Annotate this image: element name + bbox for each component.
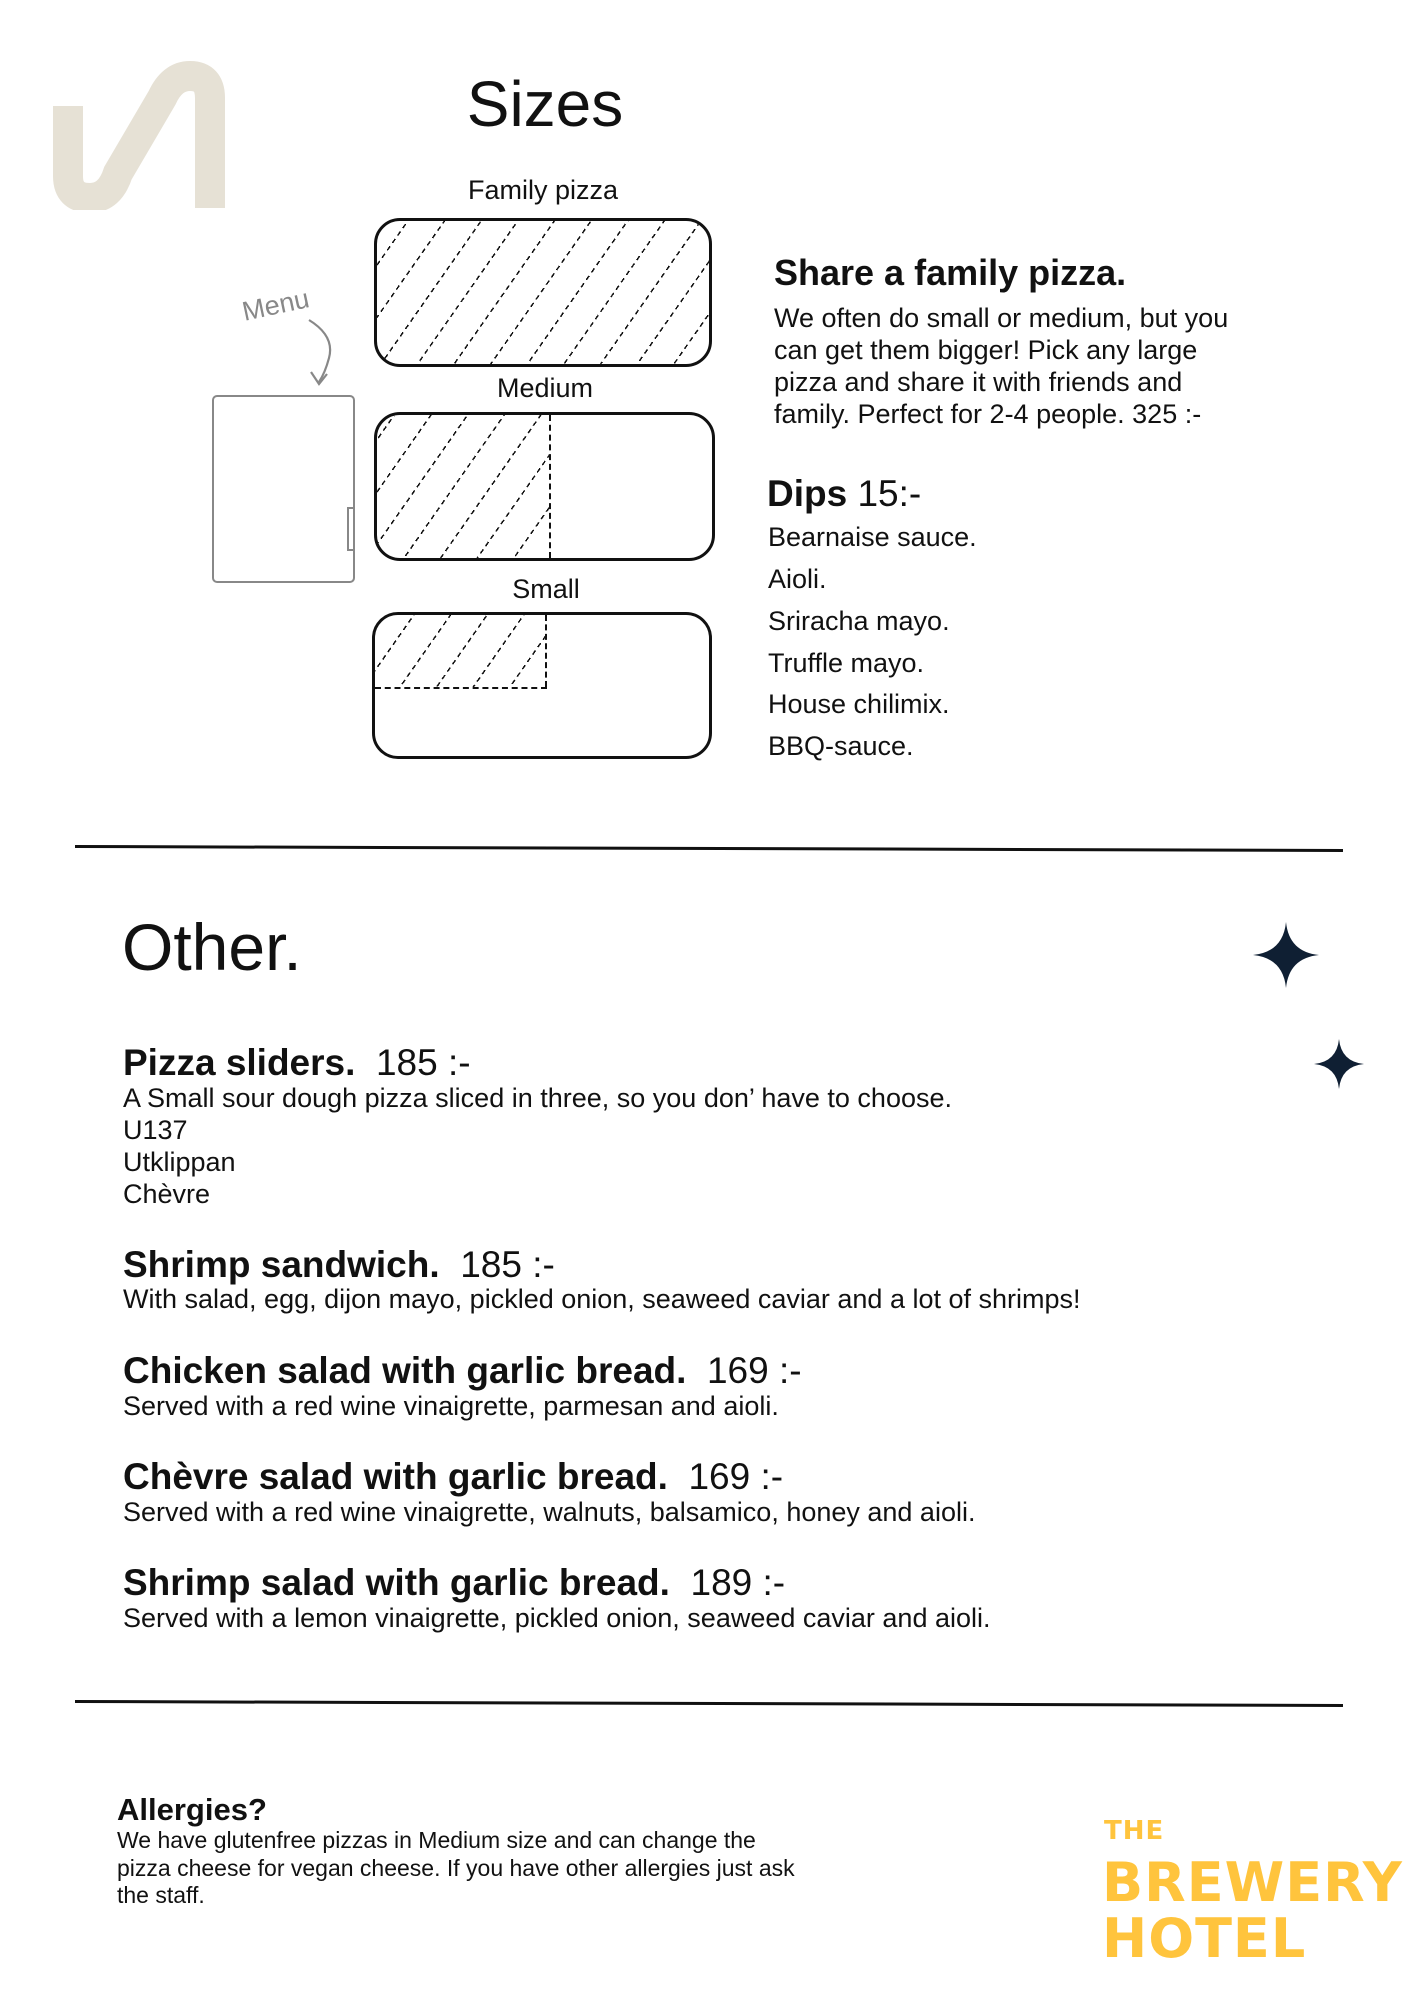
share-line: family. Perfect for 2-4 people. 325 :- xyxy=(774,399,1202,429)
item-price: 169 :- xyxy=(706,1350,802,1391)
share-line: pizza and share it with friends and xyxy=(774,367,1183,397)
dip-item: House chilimix. xyxy=(768,689,950,719)
item-name: Pizza sliders. xyxy=(123,1042,356,1083)
item-name: Chicken salad with garlic bread. xyxy=(123,1350,687,1391)
share-title: Share a family pizza. xyxy=(774,252,1127,293)
menu-item-title xyxy=(123,1044,471,1081)
item-desc: Served with a red wine vinaigrette, walnuts, balsamico, honey and aioli. xyxy=(123,1497,976,1527)
item-desc: U137 xyxy=(123,1115,188,1145)
small-pizza-label: Small xyxy=(512,574,580,604)
dips-heading xyxy=(767,475,921,512)
small-pizza-diagram xyxy=(372,612,712,759)
family-pizza-diagram xyxy=(374,218,712,367)
dip-item: Sriracha mayo. xyxy=(768,606,950,636)
item-desc: Utklippan xyxy=(123,1147,236,1177)
allergies-line: pizza cheese for vegan cheese. If you have other allergies just ask xyxy=(117,1855,795,1881)
arrow-icon xyxy=(305,318,345,388)
item-desc: With salad, egg, dijon mayo, pickled onion, seaweed caviar and a lot of shrimps! xyxy=(123,1284,1081,1314)
medium-pizza-label: Medium xyxy=(496,373,594,403)
dip-item: BBQ-sauce. xyxy=(768,731,914,761)
menu-card-icon xyxy=(212,395,355,583)
item-price: 185 :- xyxy=(460,1244,555,1285)
menu-item-title xyxy=(123,1246,555,1283)
star-icon xyxy=(1253,922,1319,988)
item-desc: Served with a red wine vinaigrette, parmesan and aioli. xyxy=(123,1391,779,1421)
allergies-line: the staff. xyxy=(117,1882,205,1908)
item-name: Shrimp salad with garlic bread. xyxy=(123,1562,670,1603)
other-title: Other. xyxy=(122,910,302,984)
dips-title: Dips xyxy=(767,473,848,514)
brand-logo-hotel: HOTEL xyxy=(1102,1907,1307,1970)
menu-item-title xyxy=(123,1352,802,1389)
family-pizza-label: Family pizza xyxy=(467,175,619,205)
item-price: 185 :- xyxy=(375,1042,471,1083)
item-desc: Chèvre xyxy=(123,1179,211,1209)
brand-logo-brewery: BREWERY xyxy=(1102,1851,1403,1914)
brand-logo-the: THE xyxy=(1104,1816,1165,1846)
dips-price: 15:- xyxy=(857,473,922,514)
allergies-title: Allergies? xyxy=(117,1792,267,1827)
logo-mark-icon xyxy=(50,58,240,210)
item-desc: Served with a lemon vinaigrette, pickled onion, seaweed caviar and aioli. xyxy=(123,1603,991,1633)
dip-item: Aioli. xyxy=(768,564,827,594)
star-icon xyxy=(1314,1039,1364,1089)
share-line: We often do small or medium, but you xyxy=(774,303,1229,333)
dip-item: Bearnaise sauce. xyxy=(768,522,977,552)
menu-item-title xyxy=(123,1458,783,1495)
share-line: can get them bigger! Pick any large xyxy=(774,335,1198,365)
sizes-title: Sizes xyxy=(466,68,624,140)
item-price: 189 :- xyxy=(690,1562,786,1603)
item-desc: A Small sour dough pizza sliced in three, so you don’ have to choose. xyxy=(123,1083,952,1113)
menu-note: Menu xyxy=(239,283,312,327)
divider xyxy=(75,845,1343,852)
medium-pizza-diagram xyxy=(374,412,715,561)
allergies-line: We have glutenfree pizzas in Medium size and can change the xyxy=(117,1827,756,1853)
dip-item: Truffle mayo. xyxy=(768,648,925,678)
item-price: 169 :- xyxy=(688,1456,784,1497)
divider xyxy=(75,1700,1343,1707)
item-name: Shrimp sandwich. xyxy=(123,1244,440,1285)
menu-item-title xyxy=(123,1564,785,1601)
item-name: Chèvre salad with garlic bread. xyxy=(123,1456,668,1497)
